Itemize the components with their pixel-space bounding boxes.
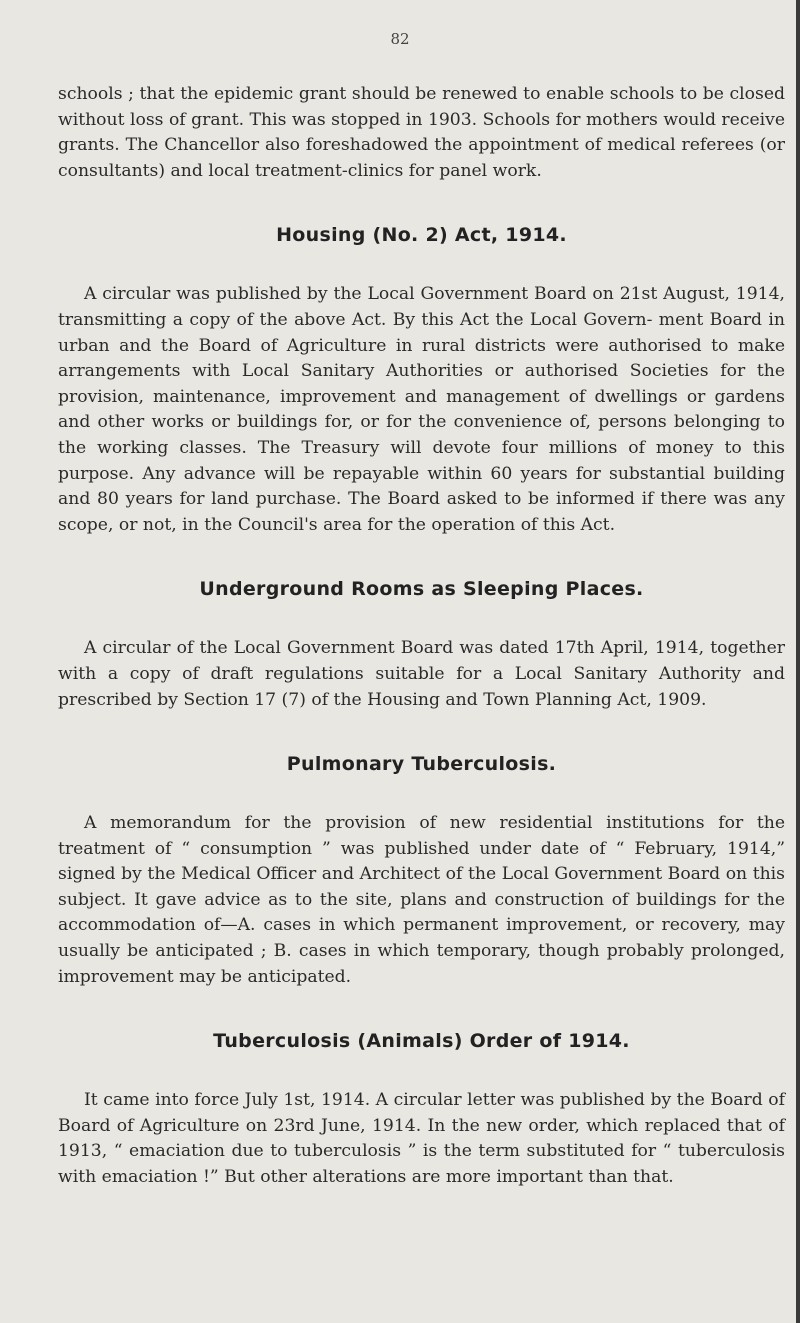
paragraph-schools-continued: schools ; that the epidemic grant should be renewed to enable schools to be closed without loss of grant. This was stopped in 1903. Schools for mothers would receive grants. The Chancellor also foreshadowed the appointment of medical referees (or consultants) and local treatment-clinics for panel work. [58, 84, 785, 181]
paragraph-housing-act: A circular was published by the Local Government Board on 21st August, 1914, transmitting a copy of the above Act. By this Act the Local Govern- ment Board in urban and the Board of Agriculture in rural districts were authorised to make arrangements with Local Sanitary Authorities or authorised Societies for the provision, maintenance, improvement and management of dwellings or gardens and other works or buildings for, or for the convenience of, persons belonging to the working classes. The Treasury will devote four millions of money to this purpose. Any advance will be repayable within 60 years for substantial building and 80 years for land purchase. The Board asked to be informed if there was any scope, or not, in the Council's area for the operation of this Act. [58, 284, 785, 535]
page-body [58, 82, 785, 1191]
paragraph-pulmonary-tuberculosis: A memorandum for the provision of new residential institutions for the treatment of “ consumption ” was published under date of “ February, 1914,” signed by the Medical Officer and Architect of the Local Government Board on this subject. It gave advice as to the site, plans and construction of buildings for the accommodation of—A. cases in which permanent improvement, or recovery, may usually be anticipated ; B. cases in which temporary, though probably prolonged, improvement may be anticipated. [58, 813, 785, 987]
heading-pulmonary-tuberculosis: Pulmonary Tuberculosis. [286, 753, 557, 776]
heading-underground-rooms: Underground Rooms as Sleeping Places. [199, 578, 644, 601]
page-number: 82 [390, 30, 410, 48]
heading-tuberculosis-animals-order: Tuberculosis (Animals) Order of 1914. [213, 1030, 630, 1053]
page-edge-shadow [796, 0, 800, 1323]
heading-housing-act: Housing (No. 2) Act, 1914. [276, 224, 567, 247]
paragraph-underground-rooms: A circular of the Local Government Board was dated 17th April, 1914, together with a copy of draft regulations suitable for a Local Sanitary Authority and prescribed by Section 17 (7) of the Housing and Town Planning Act, 1909. [58, 638, 785, 710]
paragraph-tuberculosis-animals-order: It came into force July 1st, 1914. A circular letter was published by the Board of Board of Agriculture on 23rd June, 1914. In the new order, which replaced that of 1913, “ emaciation due to tuberculosis ” is the term substituted for “ tuberculosis with emaciation !” But other alterations are more important than that. [58, 1090, 785, 1188]
